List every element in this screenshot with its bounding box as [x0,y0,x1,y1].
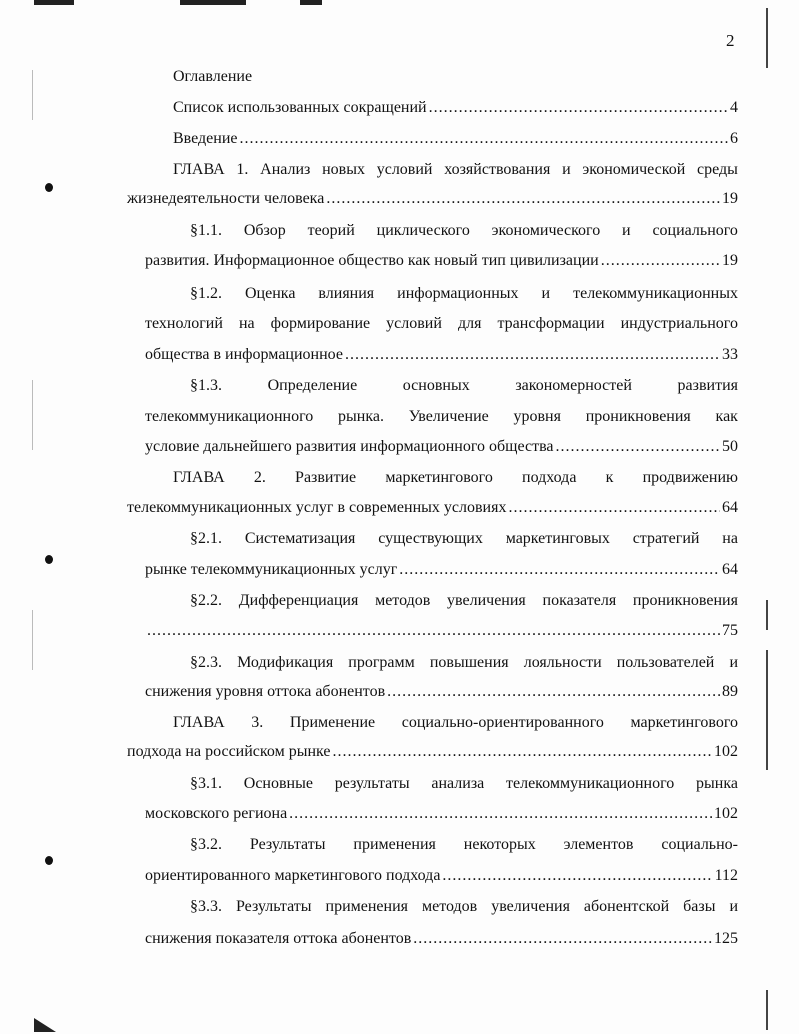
toc-entry-text-line: ГЛАВА 1. Анализ новых условий хозяйствования и экономической среды [173,161,738,178]
punch-hole-mark [45,183,53,192]
toc-entry [145,866,738,886]
toc-entry-text-line: §2.2. Дифференциация методов увеличения показателя проникновения [190,592,738,609]
toc-entry-title: телекоммуникационных услуг в современных условиях [127,499,507,516]
toc-entry [173,129,738,149]
toc-entry [145,621,738,641]
dot-leader [147,621,720,641]
toc-entry-text-line: §1.3. Определение основных закономерностей развития [190,377,738,394]
scan-edge [32,610,33,670]
scan-edge [32,70,33,120]
toc-entry-text-line: §2.1. Систематизация существующих маркетинговых стратегий на [190,530,738,547]
scan-edge [766,600,768,630]
toc-entry-title: рынке телекоммуникационных услуг [145,561,398,578]
dot-leader [413,929,712,949]
scan-artifact [34,0,74,5]
dot-leader [442,866,712,886]
toc-page-number: 50 [722,438,738,455]
scan-artifact [300,0,322,5]
toc-entry-title: подхода на российском рынке [127,743,331,760]
dot-leader [332,742,712,762]
toc-page-number: 89 [722,683,738,700]
toc-entry [127,742,738,762]
dot-leader [326,189,720,209]
toc-entry-text-line: ГЛАВА 2. Развитие маркетингового подхода к продвижению [173,469,738,486]
scan-edge [766,650,768,770]
toc-page-number: 64 [722,499,738,516]
toc-entry-title: снижения уровня оттока абонентов [145,683,386,700]
toc-entry-text-line: §3.2. Результаты применения некоторых элементов социально- [190,836,738,853]
punch-hole-mark [45,856,53,865]
toc-entry [127,189,738,209]
toc-entry-text-line: §3.3. Результаты применения методов увеличения абонентской базы и [190,898,738,915]
toc-entry-text-line: §1.1. Обзор теорий циклического экономического и социального [190,222,738,239]
toc-page-number: 19 [722,190,738,207]
scan-edge [766,8,768,68]
scan-edge [766,990,768,1030]
toc-entry [145,251,738,271]
toc-entry-text-line: ГЛАВА 3. Применение социально-ориентированного маркетингового [173,714,738,731]
scan-edge [32,380,33,450]
dot-leader [429,98,728,118]
toc-entry-title: ориентированного маркетингового подхода [145,867,441,884]
scan-corner-artifact [34,1018,56,1032]
toc-entry [145,804,738,824]
toc-page-number: 75 [722,622,738,639]
toc-entry-text-line: §3.1. Основные результаты анализа телекоммуникационного рынка [190,775,738,792]
toc-page-number: 64 [722,561,738,578]
toc-entry-title: общества в информационное [145,346,343,363]
toc-entry [145,437,738,457]
dot-leader [601,251,720,271]
toc-entry [173,98,738,118]
toc-page-number: 33 [722,346,738,363]
toc-entry [127,498,738,518]
toc-entry-text-line: телекоммуникационного рынка. Увеличение уровня проникновения как [145,408,738,425]
toc-page-number: 125 [714,930,738,947]
punch-hole-mark [45,555,53,564]
toc-entry-title: Введение [173,130,238,147]
toc-page-number: 19 [722,252,738,269]
toc-entry-title: развития. Информационное общество как новый тип цивилизации [145,252,599,269]
toc-entry-title: московского региона [145,805,288,822]
dot-leader [399,560,720,580]
page-number: 2 [726,31,735,50]
toc-entry [145,560,738,580]
toc-entry-text-line: §1.2. Оценка влияния информационных и телекоммуникационных [190,285,738,302]
toc-page-number: 102 [714,743,738,760]
toc-entry-title: жизнедеятельности человека [127,190,325,207]
toc-entry-title: условие дальнейшего развития информационного общества [145,438,554,455]
toc-entry [145,345,738,365]
dot-leader [240,129,729,149]
toc-entry-title: Список использованных сокращений [173,99,427,116]
toc-page-number: 112 [714,867,738,884]
toc-entry [145,929,738,949]
dot-leader [387,682,720,702]
dot-leader [345,345,720,365]
toc-page-number: 4 [730,99,738,116]
scan-artifact [180,0,246,5]
toc-entry-title: снижения показателя оттока абонентов [145,930,412,947]
toc-heading: Оглавление [173,68,253,85]
toc-page-number: 6 [730,130,738,147]
dot-leader [289,804,712,824]
dot-leader [508,498,720,518]
dot-leader [556,437,720,457]
toc-entry-text-line: технологий на формирование условий для трансформации индустриального [145,315,738,332]
toc-entry [145,682,738,702]
toc-entry-text-line: §2.3. Модификация программ повышения лояльности пользователей и [190,654,738,671]
toc-page-number: 102 [714,805,738,822]
